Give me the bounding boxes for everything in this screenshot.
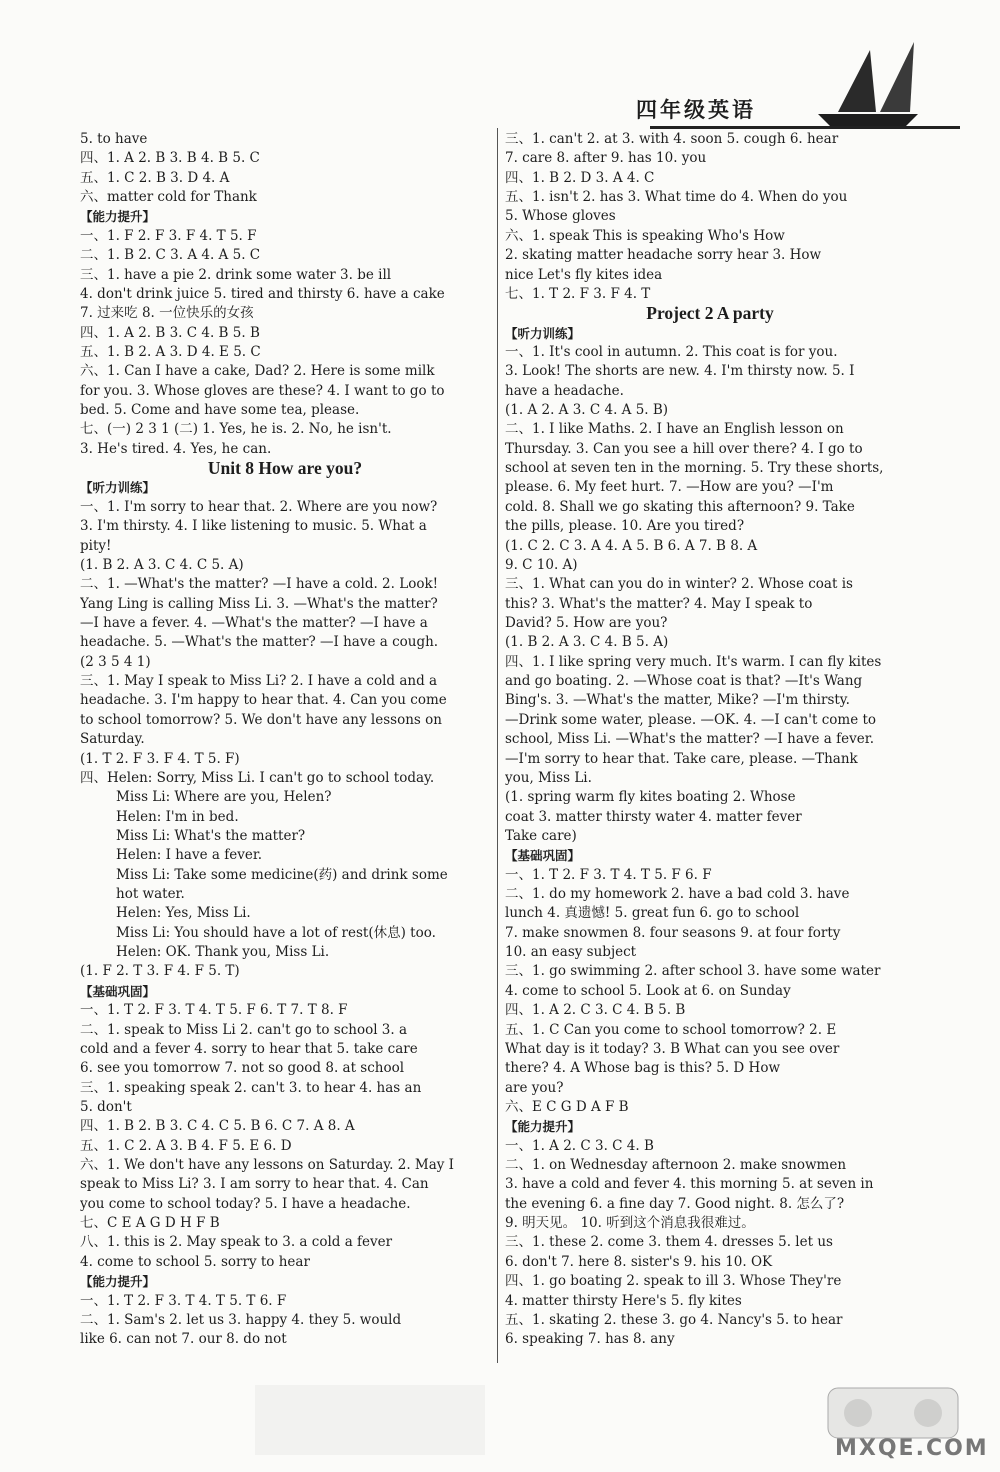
answer-line: —I have a fever. 4. —What's the matter? —I have a <box>80 614 428 631</box>
answer-line: 三、1. have a pie 2. drink some water 3. be ill <box>80 266 392 283</box>
answer-line: 7. 过来吃 8. 一位快乐的女孩 <box>80 305 254 322</box>
answer-line: —Drink some water, please. —OK. 4. —I can't come to <box>505 711 877 728</box>
answer-line: Miss Li: What's the matter? <box>116 827 306 844</box>
answer-line: 9. C 10. A) <box>505 556 578 573</box>
answer-line: and go boating. 2. —Whose coat is that? —It's Wang <box>505 673 863 690</box>
answer-line: 5. Whose gloves <box>505 208 616 225</box>
answer-line: (1. F 2. T 3. F 4. F 5. T) <box>80 963 240 980</box>
answer-line: 六、1. We don't have any lessons on Saturday. 2. May I <box>80 1157 455 1174</box>
answer-line: 五、1. skating 2. these 3. go 4. Nancy's 5. to hear <box>505 1311 843 1328</box>
answer-line: (1. B 2. A 3. C 4. C 5. A) <box>80 556 244 573</box>
unit-heading: Project 2 A party <box>646 304 774 324</box>
left-answer-column <box>80 130 490 1350</box>
answer-line: bed. 5. Come and have some tea, please. <box>80 402 360 419</box>
answer-line: 五、1. isn't 2. has 3. What time do 4. When do you <box>505 189 848 206</box>
answer-line: 7. make snowmen 8. four seasons 9. at four forty <box>505 924 841 941</box>
column-divider <box>497 128 498 1363</box>
answer-line: this? 3. What's the matter? 4. May I speak to <box>505 595 813 612</box>
answer-line: 6. don't 7. here 8. sister's 9. his 10. OK <box>505 1253 773 1270</box>
answer-line: 三、1. can't 2. at 3. with 4. soon 5. cough 6. hear <box>505 131 839 147</box>
section-heading: 【听力训练】 <box>80 480 156 496</box>
answer-line: 6. speaking 7. has 8. any <box>505 1331 675 1348</box>
answer-line: school, Miss Li. —What's the matter? —I have a fever. <box>505 731 875 748</box>
answer-line: Helen: Yes, Miss Li. <box>116 905 251 922</box>
answer-line: cold and a fever 4. sorry to hear that 5. take care <box>80 1040 418 1057</box>
answer-line: like 6. can not 7. our 8. do not <box>80 1331 287 1348</box>
answer-line: 二、1. speak to Miss Li 2. can't go to school 3. a <box>80 1021 408 1038</box>
answer-line: 一、1. T 2. F 3. T 4. T 5. F 6. T 7. T 8. F <box>80 1002 348 1019</box>
answer-line: school at seven ten in the morning. 5. Try these shorts, <box>505 460 884 477</box>
answer-line: cold. 8. Shall we go skating this afternoon? 9. Take <box>505 498 855 515</box>
answer-line: Helen: I have a fever. <box>116 847 263 864</box>
answer-line: (1. C 2. C 3. A 4. A 5. B 6. A 7. B 8. A <box>505 537 758 554</box>
answer-line: please. 6. My feet hurt. 7. —How are you? —I'm <box>505 479 834 496</box>
sailboat-icon <box>818 42 918 132</box>
answer-line: 10. an easy subject <box>505 944 637 961</box>
answer-line: —I'm sorry to hear that. Take care, please. —Thank <box>505 750 858 767</box>
answer-line: David? 5. How are you? <box>505 614 668 631</box>
answer-line: 3. I'm thirsty. 4. I like listening to music. 5. What a <box>80 518 427 535</box>
answer-line: 3. Look! The shorts are new. 4. I'm thirsty now. 5. I <box>505 363 855 380</box>
section-heading: 【能力提升】 <box>505 1119 581 1135</box>
answer-line: 5. to have <box>80 131 148 147</box>
answer-line: (1. T 2. F 3. F 4. T 5. F) <box>80 750 240 767</box>
answer-line: 二、1. B 2. C 3. A 4. A 5. C <box>80 247 261 264</box>
answer-line: 四、1. B 2. B 3. C 4. C 5. B 6. C 7. A 8. A <box>80 1118 355 1135</box>
answer-line: Miss Li: Take some medicine(药) and drink some <box>116 866 448 883</box>
answer-line: 一、1. F 2. F 3. F 4. T 5. F <box>80 227 257 244</box>
answer-line: 三、1. these 2. come 3. them 4. dresses 5. let us <box>505 1234 833 1251</box>
answer-line: 四、1. go boating 2. speak to ill 3. Whose They're <box>505 1273 842 1290</box>
answer-line: 二、1. —What's the matter? —I have a cold. 2. Look! <box>80 576 439 593</box>
answer-line: 五、1. C 2. B 3. D 4. A <box>80 169 230 186</box>
answer-line: 五、1. B 2. A 3. D 4. E 5. C <box>80 343 261 360</box>
answer-line: Saturday. <box>80 731 145 748</box>
answer-line: 9. 明天见。 10. 听到这个消息我很难过。 <box>505 1215 755 1232</box>
answer-line: 7. care 8. after 9. has 10. you <box>505 150 707 167</box>
answer-line: Miss Li: Where are you, Helen? <box>116 789 332 806</box>
answer-line: 4. don't drink juice 5. tired and thirsty 6. have a cake <box>80 285 445 302</box>
answer-line: 六、1. speak This is speaking Who's How <box>505 227 785 244</box>
answer-line: 3. He's tired. 4. Yes, he can. <box>80 440 272 457</box>
answer-line: speak to Miss Li? 3. I am sorry to hear that. 4. Can <box>80 1176 429 1193</box>
answer-line: 五、1. C Can you come to school tomorrow? 2. E <box>505 1021 837 1038</box>
answer-line: 六、1. Can I have a cake, Dad? 2. Here is some milk <box>80 363 435 380</box>
answer-line: 二、1. on Wednesday afternoon 2. make snowmen <box>505 1157 847 1174</box>
answer-line: Yang Ling is calling Miss Li. 3. —What's the matter? <box>80 595 438 612</box>
answer-line: coat 3. matter thirsty water 4. matter fever <box>505 808 802 825</box>
answer-line: 5. don't <box>80 1098 132 1115</box>
answer-line: 一、1. T 2. F 3. T 4. T 5. T 6. F <box>80 1292 287 1309</box>
section-heading: 【基础巩固】 <box>80 983 156 999</box>
answer-line: 三、1. May I speak to Miss Li? 2. I have a cold and a <box>80 673 438 690</box>
answer-line: 四、1. A 2. B 3. C 4. B 5. B <box>80 324 260 341</box>
answer-line: (1. A 2. A 3. C 4. A 5. B) <box>505 402 669 419</box>
answer-line: there? 4. A Whose bag is this? 5. D How <box>505 1060 780 1077</box>
answer-line: lunch 4. 真遗憾! 5. great fun 6. go to school <box>505 905 800 922</box>
answer-line: to school tomorrow? 5. We don't have any lessons on <box>80 711 442 728</box>
answer-line: the pills, please. 10. Are you tired? <box>505 518 745 535</box>
answer-line: 五、1. C 2. A 3. B 4. F 5. E 6. D <box>80 1137 292 1154</box>
answer-line: pity! <box>80 537 112 554</box>
answer-line: you come to school today? 5. I have a headache. <box>80 1195 411 1212</box>
answer-line: (1. B 2. A 3. C 4. B 5. A) <box>505 634 669 651</box>
answer-line: hot water. <box>116 886 185 903</box>
answer-line: 七、1. T 2. F 3. F 4. T <box>505 285 651 302</box>
answer-line: 二、1. Sam's 2. let us 3. happy 4. they 5. would <box>80 1311 402 1328</box>
answer-line: for you. 3. Whose gloves are these? 4. I want to go to <box>80 382 445 399</box>
answer-line: (2 3 5 4 1) <box>80 653 151 670</box>
unit-heading: Unit 8 How are you? <box>207 459 363 479</box>
answer-line: What day is it today? 3. B What can you see over <box>505 1040 840 1057</box>
answer-line: 一、1. I'm sorry to hear that. 2. Where are you now? <box>80 498 438 515</box>
answer-line: 三、1. What can you do in winter? 2. Whose coat is <box>505 576 853 593</box>
answer-line: 6. see you tomorrow 7. not so good 8. at school <box>80 1060 405 1077</box>
faded-smudge <box>255 1385 485 1455</box>
answer-line: Thursday. 3. Can you see a hill over there? 4. I go to <box>505 440 863 457</box>
answer-line: 六、matter cold for Thank <box>80 189 257 206</box>
answer-line: are you? <box>505 1079 564 1096</box>
answer-line: Miss Li: You should have a lot of rest(休息) too. <box>116 924 436 941</box>
watermark-text: MXQE.COM <box>835 1436 989 1461</box>
answer-line: 六、E C G D A F B <box>505 1098 629 1115</box>
answer-line: 二、1. I like Maths. 2. I have an English lesson on <box>505 421 844 438</box>
page-header-title: 四年级英语 <box>636 98 756 122</box>
answer-line: have a headache. <box>505 382 624 399</box>
answer-line: 八、1. this is 2. May speak to 3. a cold a fever <box>80 1234 393 1251</box>
answer-line: nice Let's fly kites idea <box>505 266 663 283</box>
answer-line: headache. 5. —What's the matter? —I have a cough. <box>80 634 439 651</box>
answer-line: 三、1. speaking speak 2. can't 3. to hear 4. has an <box>80 1079 422 1096</box>
section-heading: 【基础巩固】 <box>505 848 581 864</box>
answer-line: Helen: I'm in bed. <box>116 808 239 825</box>
right-answer-column <box>505 130 915 1350</box>
answer-line: 4. come to school 5. sorry to hear <box>80 1253 310 1270</box>
answer-line: 4. come to school 5. Look at 6. on Sunday <box>505 982 791 999</box>
answer-line: 四、Helen: Sorry, Miss Li. I can't go to school today. <box>80 769 435 786</box>
section-heading: 【能力提升】 <box>80 1274 156 1290</box>
answer-line: 2. skating matter headache sorry hear 3. How <box>505 247 822 264</box>
answer-line: Take care) <box>505 827 577 844</box>
answer-line: 四、1. I like spring very much. It's warm. I can fly kites <box>505 653 882 670</box>
answer-line: you, Miss Li. <box>505 769 592 786</box>
section-heading: 【听力训练】 <box>505 325 581 341</box>
answer-line: Helen: OK. Thank you, Miss Li. <box>116 944 330 961</box>
answer-line: 一、1. It's cool in autumn. 2. This coat is for you. <box>505 343 838 360</box>
answer-line: 3. have a cold and fever 4. this morning 5. at seven in <box>505 1176 874 1193</box>
answer-line: 七、(一) 2 3 1 (二) 1. Yes, he is. 2. No, he isn't. <box>80 421 392 438</box>
answer-line: Bing's. 3. —What's the matter, Mike? —I'm thirsty. <box>505 692 850 709</box>
answer-line: 4. matter thirsty Here's 5. fly kites <box>505 1292 742 1309</box>
answer-line: 四、1. A 2. B 3. B 4. B 5. C <box>80 150 260 167</box>
answer-line: 七、C E A G D H F B <box>80 1215 220 1232</box>
answer-line: 四、1. A 2. C 3. C 4. B 5. B <box>505 1002 686 1019</box>
answer-line: 二、1. do my homework 2. have a bad cold 3. have <box>505 886 850 903</box>
answer-line: the evening 6. a fine day 7. Good night. 8. 怎么了? <box>505 1195 845 1212</box>
header-rule <box>650 126 960 129</box>
answer-line: (1. spring warm fly kites boating 2. Whose <box>505 789 796 806</box>
answer-line: 一、1. A 2. C 3. C 4. B <box>505 1137 654 1154</box>
answer-line: 四、1. B 2. D 3. A 4. C <box>505 169 655 186</box>
answer-line: 三、1. go swimming 2. after school 3. have some water <box>505 963 881 980</box>
answer-line: headache. 3. I'm happy to hear that. 4. Can you come <box>80 692 447 709</box>
answer-line: 一、1. T 2. F 3. T 4. T 5. F 6. F <box>505 866 712 883</box>
section-heading: 【能力提升】 <box>80 209 156 225</box>
